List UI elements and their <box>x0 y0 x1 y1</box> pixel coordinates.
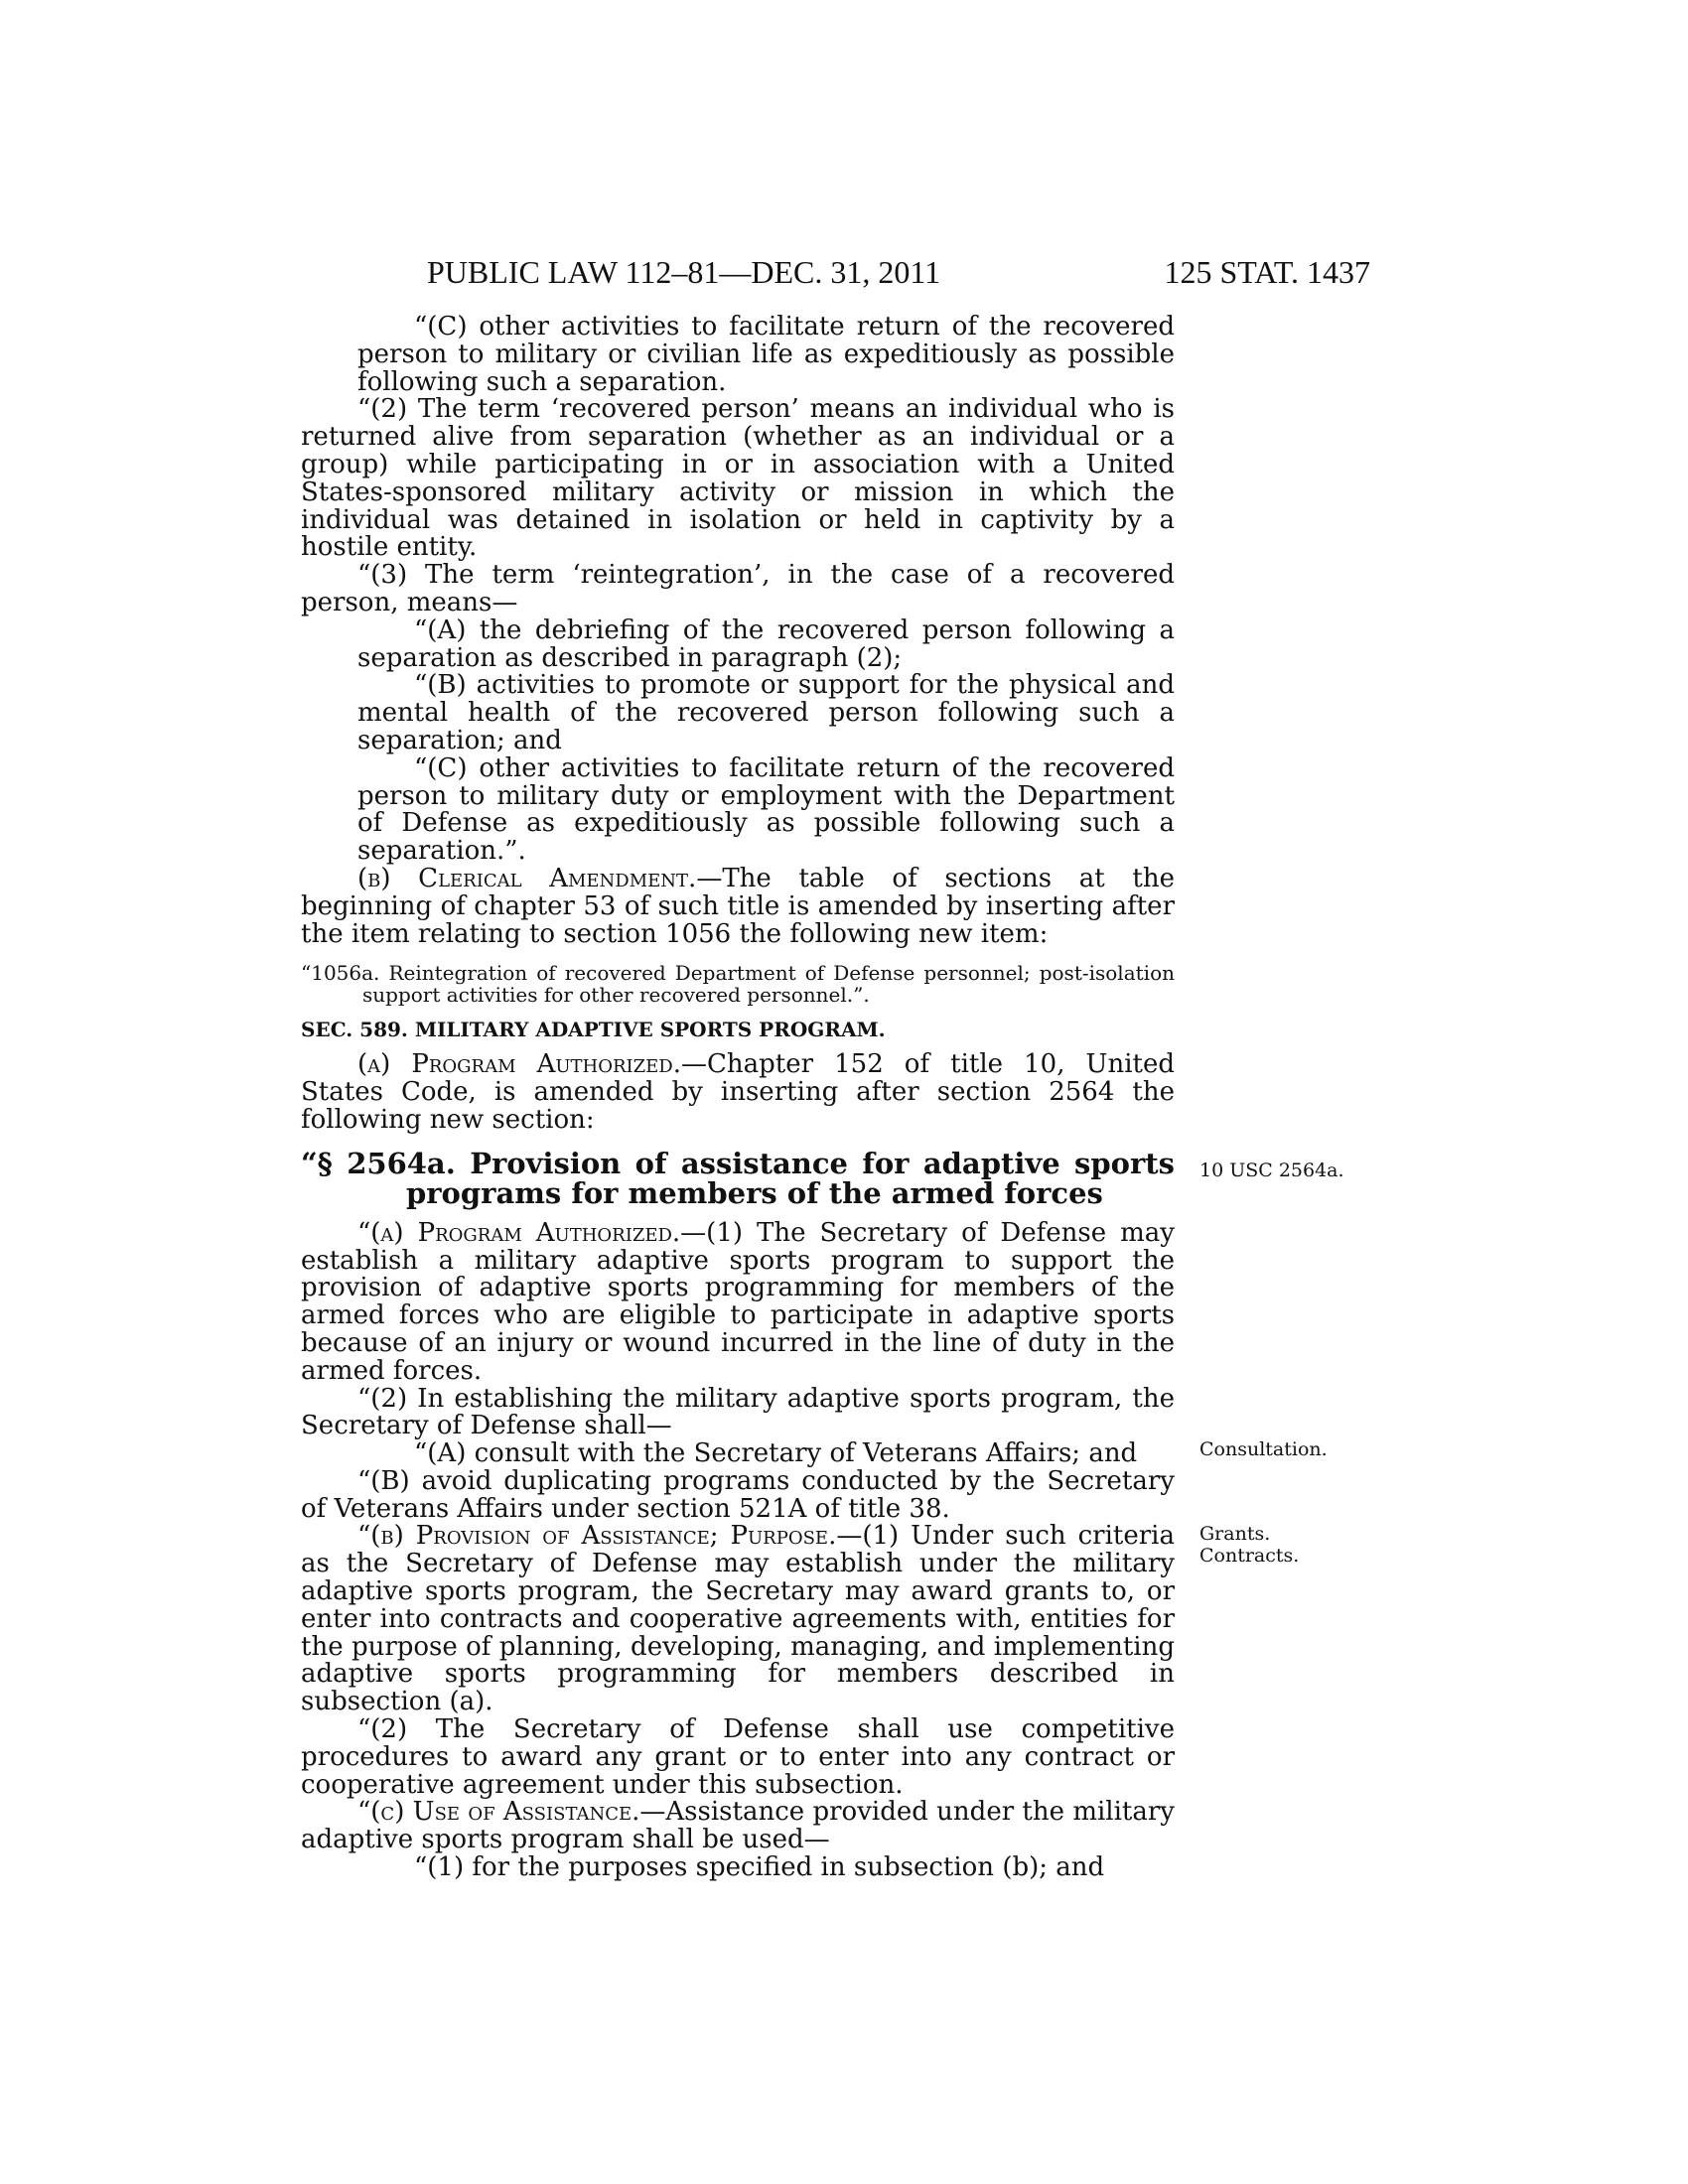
margin-note-contracts: Contracts. <box>1199 1545 1300 1567</box>
subsection-a-program-authorized <box>301 1217 1175 1386</box>
margin-note-usc: 10 USC 2564a. <box>1199 1160 1344 1181</box>
header-page-number: 125 STAT. 1437 <box>1164 254 1370 290</box>
section-589-heading: SEC. 589. MILITARY ADAPTIVE SPORTS PROGRAM. <box>301 1018 886 1042</box>
paragraph-3-reintegration: “(3) The term ‘reintegration’, in the case of a recovered person, means— <box>301 560 1175 617</box>
running-header <box>427 252 1370 292</box>
subsection-b-text: —(1) Under such criteria as the Secretary of Defense may establish under the military adaptive sports program, the Secretary may award grants to, or enter into contracts and cooperative agreements with, entities for the purpose of planning, developing, managing, and implementing adaptive sports programming for members described in subsection (a). <box>301 1521 1175 1717</box>
clerical-amendment-text: —The table of sections at the beginning of chapter 53 of such title is amended by inserting after the item relating to section 1056 the following new item: <box>301 863 1175 949</box>
paragraph-3b-health: “(B) activities to promote or support for the physical and mental health of the recovered person following such a separation; and <box>357 670 1175 755</box>
subsection-a-paragraph-2a: “(A) consult with the Secretary of Veterans Affairs; and <box>414 1438 1138 1469</box>
subsection-c-text: —Assistance provided under the military adaptive sports program shall be used— <box>301 1797 1175 1855</box>
subsection-c-paragraph-1: “(1) for the purposes specified in subsection (b); and <box>414 1852 1105 1883</box>
program-authorized-amendment <box>301 1051 1175 1134</box>
clerical-amendment <box>301 863 1175 949</box>
subsection-a-paragraph-2b: “(B) avoid duplicating programs conducted by the Secretary of Veterans Affairs under section 521A of title 38. <box>301 1465 1175 1524</box>
margin-note-consultation: Consultation. <box>1199 1438 1328 1460</box>
paragraph-3a-debriefing: “(A) the debriefing of the recovered person following a separation as described in paragraph (2); <box>357 614 1175 673</box>
main-text-column <box>301 314 1175 1882</box>
subsection-b-heading: “(b) Provision of Assistance; Purpose. <box>357 1521 837 1552</box>
paragraph-c-return: “(C) other activities to facilitate return of the recovered person to military or civilian life as expeditiously as possible following such a separation. <box>357 312 1175 397</box>
subsection-a-text: —(1) The Secretary of Defense may establish a military adaptive sports program to support the provision of adaptive sports programming for members of the armed forces who are eligible to participate in adaptive sports because of an injury or wound incurred in the line of duty in the armed forces. <box>301 1217 1175 1386</box>
table-of-sections-item: “1056a. Reintegration of recovered Department of Defense personnel; post-isolation support activities for other recovered personnel.”. <box>301 961 1175 1008</box>
subsection-c-heading: “(c) Use of Assistance. <box>357 1797 640 1828</box>
subsection-c-use <box>301 1799 1175 1854</box>
paragraph-2-recovered-person: “(2) The term ‘recovered person’ means an individual who is returned alive from separation (whether as an individual or a group) while participating in or in association with a United States-sponsored military activity or mission in which the individual was detained in isolation or held in captivity by a hostile entity. <box>301 394 1175 563</box>
section-2564a-heading: “§ 2564a. Provision of assistance for adaptive sports programs for members of the armed forces <box>301 1146 1175 1210</box>
program-authorized-text: —Chapter 152 of title 10, United States Code, is amended by inserting after section 2564 the following new section: <box>301 1049 1175 1135</box>
paragraph-3c-return-duty: “(C) other activities to facilitate return of the recovered person to military duty or employment with the Department of Defense as expeditiously as possible following such a separation.”. <box>357 752 1175 867</box>
program-authorized-heading: (a) Program Authorized. <box>357 1049 681 1080</box>
clerical-amendment-heading: (b) Clerical Amendment. <box>357 863 697 893</box>
margin-note-grants: Grants. <box>1199 1523 1271 1545</box>
subsection-b-provision <box>301 1523 1175 1716</box>
subsection-a-heading: “(a) Program Authorized. <box>357 1217 681 1248</box>
header-title: PUBLIC LAW 112–81—DEC. 31, 2011 <box>427 254 941 290</box>
subsection-b-paragraph-2: “(2) The Secretary of Defense shall use competitive procedures to award any grant or to enter into any contract or cooperative agreement under this subsection. <box>301 1714 1175 1800</box>
subsection-a-paragraph-2: “(2) In establishing the military adaptive sports program, the Secretary of Defense shall— <box>301 1383 1175 1441</box>
